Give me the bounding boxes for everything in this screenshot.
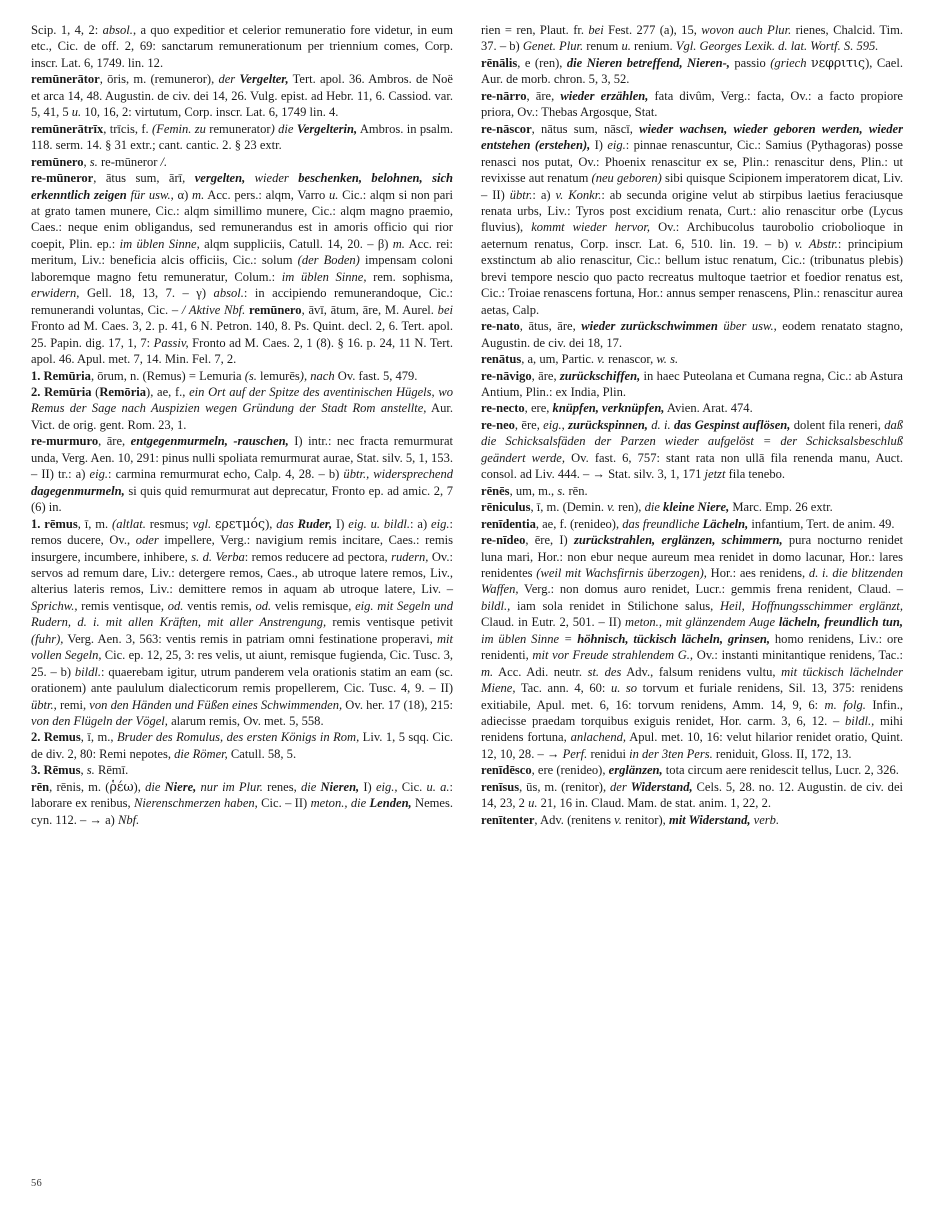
dictionary-entry: re-nato, ātus, āre, wieder zurückschwimmen über usw., eodem renatato stagno, Augustin. de civ. dei 18, 17.	[481, 319, 903, 350]
page-number: 56	[31, 1178, 42, 1189]
dictionary-entry: remūnerātrīx, trīcis, f. (Femin. zu remunerator) die Vergelterin, Ambros. in psalm. 118. serm. 14. § 31 extr.; cant. cantic. 2. § 23 extr.	[31, 121, 453, 153]
dictionary-entry: rien = ren, Plaut. fr. bei Fest. 277 (a), 15, wovon auch Plur. rienes, Chalcid. Tim. 37. – b) Genet. Plur. renum u. renium. Vgl. Georges Lexik. d. lat. Wortf. S. 595.	[481, 23, 903, 54]
dictionary-entry: remūnero, s. re-mūneror /.	[31, 154, 168, 169]
dictionary-entry: re-necto, ere, knüpfen, verknüpfen, Avien. Arat. 474.	[481, 401, 753, 416]
dictionary-entry: renīdēsco, ere (renideo), erglänzen, tota circum aere renidescit tellus, Lucr. 2, 326.	[481, 763, 899, 778]
dictionary-entry: renītenter, Adv. (renitens v. renitor), mit Widerstand, verb.	[481, 812, 780, 827]
dictionary-entry: rēniculus, ī, m. (Demin. v. ren), die kleine Niere, Marc. Emp. 26 extr.	[481, 500, 833, 515]
dictionary-entry: re-nīdeo, ēre, I) zurückstrahlen, erglänzen, schimmern, pura nocturno renidet luna mari, Hor.: non ebur neque aureum mea renidet in domo lacunar, Hor.: lares renidentes (weil mit Wachsfirnis überzogen), Hor.: aes renidens, d. i. die blitzenden Waffen, Verg.: non domus auro renidet, Lucr.: gemmis frena renident, Claud. – bildl., iam sola renidet in Stilichone salus, Heil, Hoffnungsschimmer erglänzt, Claud. in Eutr. 2, 501. – II) meton., mit glänzendem Auge lächeln, freundlich tun, im üblen Sinne = höhnisch, tückisch lächeln, grinsen, homo renidens, Liv.: ore renidenti, mit vor Freude strahlendem G., Ov.: instanti minitantique renidens, Tac.: m. Acc. Adi. neutr. st. des Adv., falsum renidens vultu, mit tückisch lächelnder Miene, Tac. ann. 4, 60: u. so torvum et furiale renidens, Sil. 13, 375: renidens exitiabile, Apul. met. 6, 16: torvum renidens, Amm. 14, 9, 6: m. folg. Infin., adiecisse praedam torquibus exiguis renidet, Hor. carm. 3, 6, 12. – bildl., mihi renidens fortuna, anlachend, Apul. met. 10, 16: velut hilarior renidet oratio, Quint. 12, 10, 28. – → Perf. renidui in der 3ten Pers. reniduit, Gloss. II, 172, 13.	[481, 533, 904, 761]
dictionary-entry: re-mūneror, ātus sum, ārī, vergelten, wieder beschenken, belohnen, sich erkenntlich zeigen für usw., α) m. Acc. pers.: alqm, Varro u. Cic.: alqm si non pari at grato tamen munere, Cic.: alqm simillimo munere, Cic.: alqm magno praemio, Caes.: neque enim obligandus, sed remunerandus est in amoris officio qui rior coepit, Plin. ep.: im üblen Sinne, alqm suppliciis, Catull. 14, 20. – β) m. Acc. rei: meritum, Liv.: beneficia alcis officiis, Cic.: solum (der Boden) impensam coloni laboremque magno fetu remuneratur, Colum.: im üblen Sinne, rem. sophisma, erwidern, Gell. 18, 13, 7. – γ) absol.: in accipiendo remunerandoque, Cic.: remunerandi voluntas, Cic. – / Aktive Nbf. remūnero, āvī, ātum, āre, M. Aurel. bei Fronto ad M. Caes. 3, 2. p. 41, 6 N. Petron. 140, 8. Ps. Quint. decl. 2, 6. Tert. apol. 25. Papin. dig. 17, 1, 7: Passiv, Fronto ad M. Caes. 2, 1 (8). § 16. p. 24, 11 N. Tert. apol. 46. Apul. met. 7, 14. Min. Fel. 7, 2.	[31, 171, 454, 367]
dictionary-entry: re-murmuro, āre, entgegenmurmeln, -rauschen, I) intr.: nec fracta remurmurat unda, Verg. Aen. 10, 291: pinus nulli spoliata remurmurat aurae, Stat. silv. 5, 1, 153. – II) tr.: a) eig.: carmina remurmurat echo, Calp. 4, 28. – b) übtr., widersprechend dagegenmurmeln, si quis quid remurmurat aut deprecatur, Fronto ep. ad amic. 2, 7 (6) in.	[31, 434, 453, 515]
dictionary-entry: 1. rēmus, ī, m. (altlat. resmus; vgl. ερετμός), das Ruder, I) eig. u. bildl.: a) eig.: remos ducere, Ov., oder impellere, Verg.: navigium remis incitare, Caes.: remis insurgere, incumbere, inhibere, s. d. Verba: remos reducere ad pectora, rudern, Ov.: servos ad remum dare, Liv.: detergere remos, Caes., ab utroque latere remos, Liv., alterius lateris remos, Liv.: demittere remos in aquam ab utroque latere, Liv. – Sprichw., remis ventisque, od. ventis remis, od. velis remisque, eig. mit Segeln und Rudern, d. i. mit allen Kräften, mit aller Anstrengung, remis ventisque petivit (fuhr), Verg. Aen. 3, 563: ventis remis in patriam omni festinatione properavi, mit vollen Segeln, Cic. ep. 12, 25, 3: res velis, ut aiunt, remisque fugienda, Cic. Tusc. 3, 25. – b) bildl.: quaerebam igitur, utrum panderem vela orationis statim an eam (sc. orationem) ante paululum dialecticorum remis propellerem, Cic. Tusc. 4, 9. – II) übtr., remi, von den Händen und Füßen eines Schwimmenden, Ov. her. 17 (18), 215: von den Flügeln der Vögel, alarum remis, Ov. met. 5, 558.	[31, 515, 454, 729]
dictionary-entry: re-neo, ēre, eig., zurückspinnen, d. i. das Gespinst auflösen, dolent fila reneri, daß die Schicksalsfäden der Parzen wieder aufgelöst = der Schicksalsbeschluß geändert werde, Ov. fast. 6, 757: stant rata non ullā fila renenda manu, Auct. consol. ad Liv. 444. – → Stat. silv. 3, 1, 171 jetzt fila tenebo.	[481, 417, 904, 482]
dictionary-entry: re-nāvigo, āre, zurückschiffen, in haec Puteolana et Cumana regna, Cic.: ab Astura Antium, Plin.: ex India, Plin.	[481, 368, 903, 399]
two-column-text-body	[31, 22, 904, 1150]
dictionary-entry: Scip. 1, 4, 2: absol., a quo expeditior et celerior remuneratio fore videtur, in eum etc., Cic. de off. 2, 69: sanctarum remunerationum per triennium comes, Corp. inscr. Lat. 6, 1749. lin. 12.	[31, 23, 453, 70]
dictionary-entry: renīsus, ūs, m. (renitor), der Widerstand, Cels. 5, 28. no. 12. Augustin. de civ. dei 14, 23, 2 u. 21, 16 in. Claud. Mam. de stat. anim. 1, 22, 2.	[481, 779, 903, 811]
dictionary-entry: rēnēs, um, m., s. rēn.	[481, 483, 588, 498]
dictionary-entry: renātus, a, um, Partic. v. renascor, w. s.	[481, 352, 679, 367]
dictionary-entry: re-nārro, āre, wieder erzählen, fata divûm, Verg.: facta, Ov.: a facto propiore priora, Ov.: Thebas Argosque, Stat.	[481, 88, 903, 120]
dictionary-entry: rēnālis, e (ren), die Nieren betreffend, Nieren-, passio (griech νεφριτις), Cael. Aur. de morb. chron. 5, 3, 52.	[481, 54, 903, 87]
dictionary-entry: re-nāscor, nātus sum, nāscī, wieder wachsen, wieder geboren werden, wieder entstehen (erstehen), I) eig.: pinnae renascuntur, Cic.: Samius (Pythagoras) posse renasci nos putat, Ov.: Phoenix renascitur ex se, Plin.: renascitur dens, Plin.: ut revixisse aut renatum (neu geboren) sibi quisque Scipionem imperatorem dicat, Liv. – II) übtr.: a) v. Konkr.: ab secunda origine velut ab stirpibus laetius feraciusque renata urbs, Liv.: Tyros post excidium renata, Curt.: alio renascitur orbe (Lycus fluvius), kommt wieder hervor, Ov.: Archibucolus taurobolio criobolioque in aeternum renatus, Corp. inscr. Lat. 6, 510. lin. 19. – b) v. Abstr.: principium exstinctum ab alio renascitur, Cic.: bellum istuc renatum, Cic.: (tribunatus plebis) brevi tempore nescio quo pacto recreatus multoque taetrior et foedior renatus est, Cic.: Troiae renascens fortuna, Hor.: annus semper renascens, Plin.: renascitur aurea aetas, Calp.	[481, 121, 904, 317]
dictionary-entry: remūnerātor, ōris, m. (remuneror), der Vergelter, Tert. apol. 36. Ambros. de Noë et arca 14, 48. Augustin. de civ. dei 14, 26. Vulg. epist. ad Hebr. 11, 6. Cassiod. var. 5, 41, 5 u. 10, 16, 2: virtutum, Corp. inscr. Lat. 6, 1749 lin. 4.	[31, 72, 453, 120]
text-column-right	[481, 22, 903, 1150]
dictionary-entry: rēn, rēnis, m. (ῥέω), die Niere, nur im Plur. renes, die Nieren, I) eig., Cic. u. a.: laborare ex renibus, Nierenschmerzen haben, Cic. – II) meton., die Lenden, Nemes. cyn. 112. – → a) Nbf.	[31, 778, 454, 827]
dictionary-entry: 3. Rēmus, s. Rēmī.	[31, 763, 129, 778]
text-column-left	[31, 22, 453, 1150]
dictionary-entry: 1. Remūria, ōrum, n. (Remus) = Lemuria (s. lemurēs), nach Ov. fast. 5, 479.	[31, 368, 418, 383]
dictionary-entry: 2. Remūria (Remōria), ae, f., ein Ort auf der Spitze des aventinischen Hügels, wo Remus der Sage nach Auspizien wegen Gründung der Stadt Rom anstellte, Aur. Vict. de orig. gent. Rom. 23, 1.	[31, 384, 453, 432]
dictionary-entry: 2. Remus, ī, m., Bruder des Romulus, des ersten Königs in Rom, Liv. 1, 5 sqq. Cic. de div. 2, 80: Remi nepotes, die Römer, Catull. 58, 5.	[31, 730, 453, 761]
dictionary-entry: renīdentia, ae, f. (renideo), das freundliche Lächeln, infantium, Tert. de anim. 49.	[481, 516, 895, 531]
